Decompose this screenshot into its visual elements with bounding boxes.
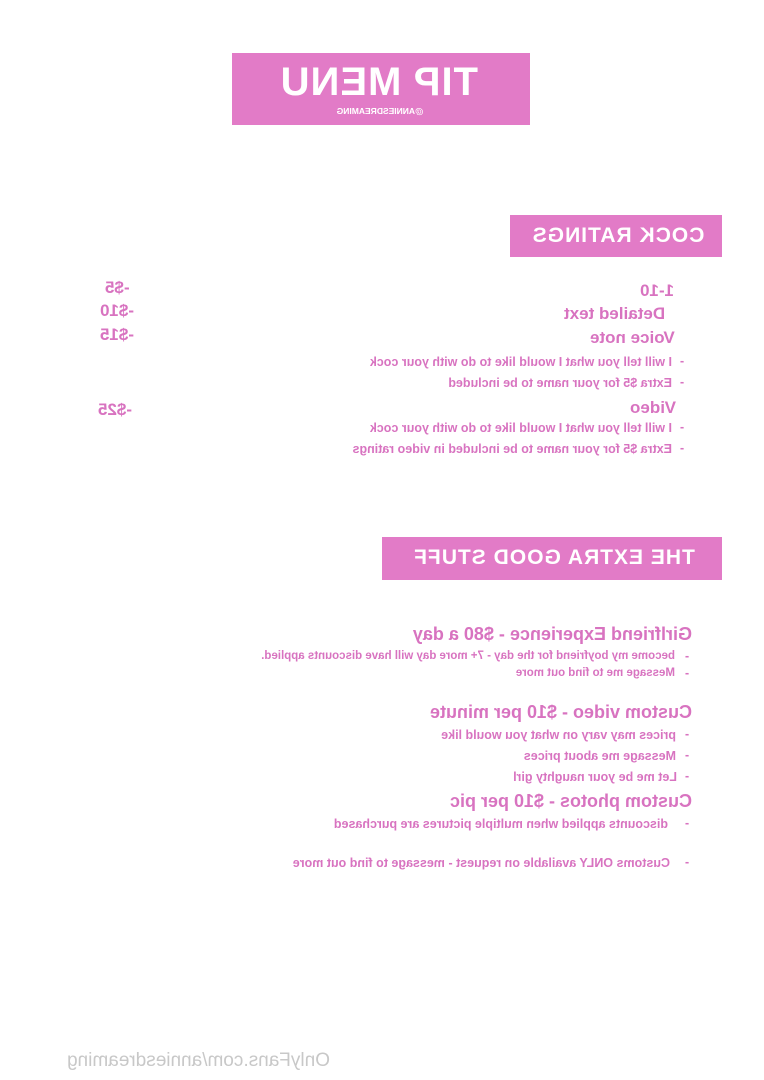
bullet-dash: - [680, 354, 685, 368]
video-note-detail-2: Extra $5 for your name to be included in video ratings [352, 442, 672, 456]
custom-video-note-2: Message me about prices [523, 749, 676, 763]
rating-price-3: -$15 [100, 325, 135, 344]
custom-video-note-3: Let me be your naughty girl [513, 770, 677, 784]
rating-price-video: -$25 [98, 400, 133, 419]
rating-label-1: 1-10 [640, 281, 675, 300]
bullet-dash: - [685, 727, 690, 741]
girlfriend-note-2: Message me to find out more [515, 667, 675, 679]
rating-price-2: -$10 [100, 301, 135, 320]
custom-video-title: Custom video - $10 per minute [429, 702, 692, 722]
handle-text: @ANNIESDREAMING [336, 106, 424, 116]
custom-photos-note-1: discounts applied when multiple pictures are purchased [333, 817, 668, 831]
extra-heading: THE EXTRA GOOD STUFF [413, 546, 695, 569]
bullet-dash: - [685, 855, 690, 869]
bullet-dash: - [685, 748, 690, 762]
video-note-detail-1: I will tell you what I would like to do with your cock [369, 421, 672, 435]
bullet-dash: - [685, 816, 690, 830]
girlfriend-note-1: become my boyfriend for the day - 7+ more day will have discounts applied. [261, 650, 675, 662]
cock-ratings-heading: COCK RATINGS [531, 224, 705, 247]
girlfriend-experience-title: Girlfriend Experience - $80 a day [412, 624, 692, 644]
bullet-dash: - [680, 375, 685, 389]
voice-note-detail-2: Extra $5 for your name to be included [448, 376, 672, 390]
bullet-dash: - [685, 666, 690, 680]
rating-label-2: Detailed text [564, 304, 666, 323]
rating-label-video: Video [630, 398, 676, 417]
custom-video-note-1: prices may vary on what you would like [441, 728, 676, 742]
voice-note-detail-1: I will tell you what I would like to do with your cock [369, 355, 672, 369]
custom-photos-title: Custom photos - $10 per pic [449, 791, 692, 811]
bullet-dash: - [680, 420, 685, 434]
rating-label-3: Voice note [590, 328, 675, 347]
page-title: TIP MENU [279, 60, 478, 104]
bullet-dash: - [680, 441, 685, 455]
customs-note: Customs ONLY available on request - message to find out more [292, 856, 670, 870]
footer-watermark: OnlyFans.com/anniesdreaming [67, 1050, 330, 1071]
bullet-dash: - [685, 769, 690, 783]
bullet-dash: - [685, 649, 690, 663]
rating-price-1: -$5 [105, 278, 130, 297]
